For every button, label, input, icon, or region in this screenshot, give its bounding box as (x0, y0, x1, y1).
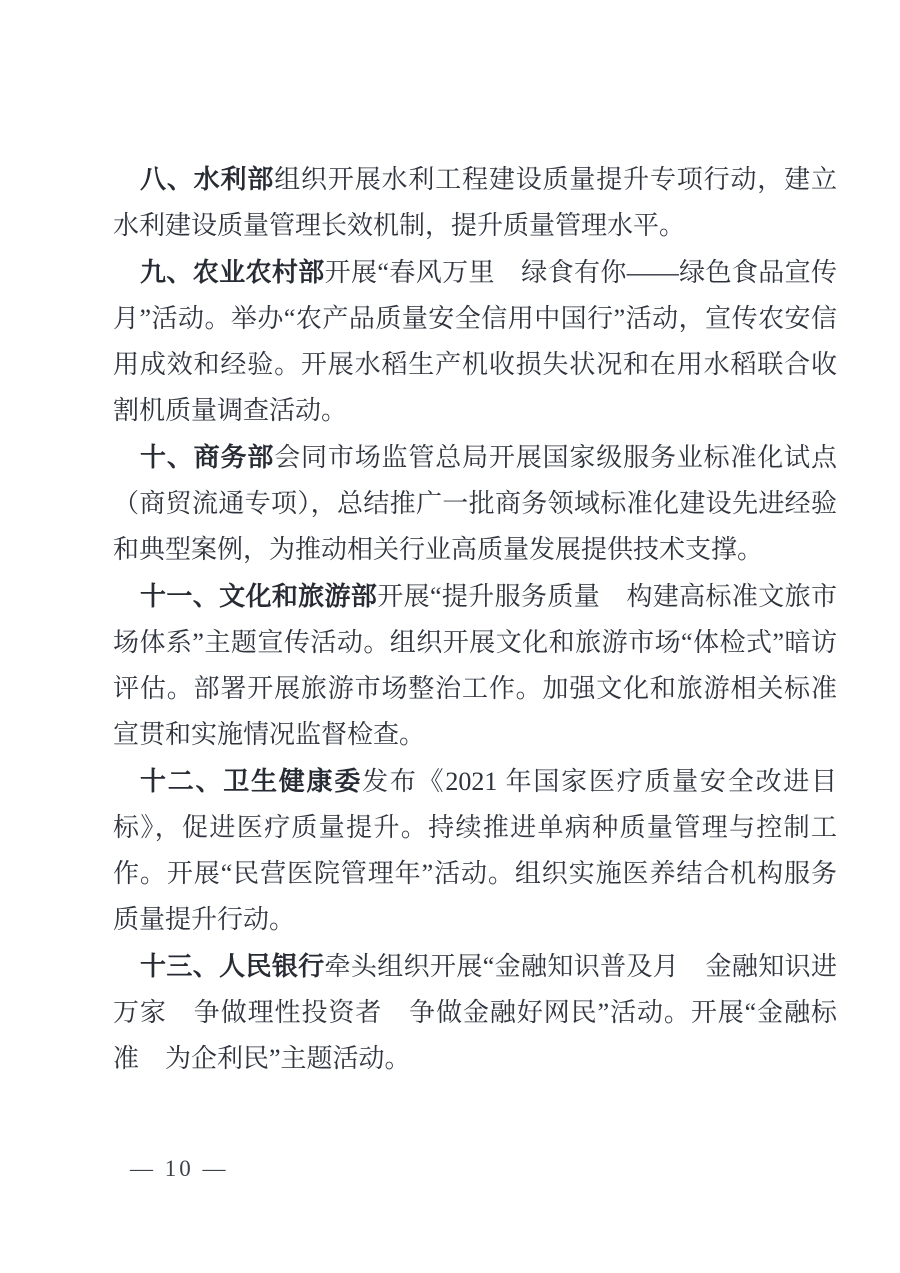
page-number: — 10 — (130, 1156, 229, 1181)
paragraph-lead: 十、商务部 (140, 442, 275, 472)
paragraph-body: 发布《2021 年国家医疗质量安全改进目标》，促进医疗质量提升。持续推进单病种质量管理与控制工作。开展“民营医院管理年”活动。组织实施医养结合机构服务质量提升行动。 (113, 767, 837, 934)
paragraph (113, 249, 837, 434)
paragraph (113, 573, 837, 758)
paragraph (113, 758, 837, 943)
paragraph (113, 156, 837, 249)
paragraph (113, 434, 837, 573)
paragraph-lead: 十一、文化和旅游部 (140, 581, 378, 611)
paragraph-body: 会同市场监管总局开展国家级服务业标准化试点（商贸流通专项），总结推广一批商务领域标准化建设先进经验和典型案例，为推动相关行业高质量发展提供技术支撑。 (113, 443, 837, 564)
paragraph-body: 牵头组织开展“金融知识普及月 金融知识进万家 争做理性投资者 争做金融好网民”活动。开展“金融标准 为企利民”主题活动。 (113, 952, 837, 1073)
paragraph (113, 943, 837, 1082)
paragraph-lead: 八、水利部 (140, 164, 275, 194)
paragraph-lead: 十二、卫生健康委 (140, 766, 363, 796)
paragraph-body: 组织开展水利工程建设质量提升专项行动，建立水利建设质量管理长效机制，提升质量管理水平。 (113, 165, 837, 240)
paragraph-lead: 十三、人民银行 (140, 951, 325, 981)
paragraph-body: 开展“春风万里 绿食有你——绿色食品宣传月”活动。举办“农产品质量安全信用中国行”活动，宣传农安信用成效和经验。开展水稻生产机收损失状况和在用水稻联合收割机质量调查活动。 (113, 258, 837, 425)
paragraph-lead: 九、农业农村部 (140, 257, 325, 287)
paragraph-body: 开展“提升服务质量 构建高标准文旅市场体系”主题宣传活动。组织开展文化和旅游市场“体检式”暗访评估。部署开展旅游市场整治工作。加强文化和旅游相关标准宣贯和实施情况监督检查。 (113, 582, 837, 749)
document-body (113, 156, 837, 1082)
